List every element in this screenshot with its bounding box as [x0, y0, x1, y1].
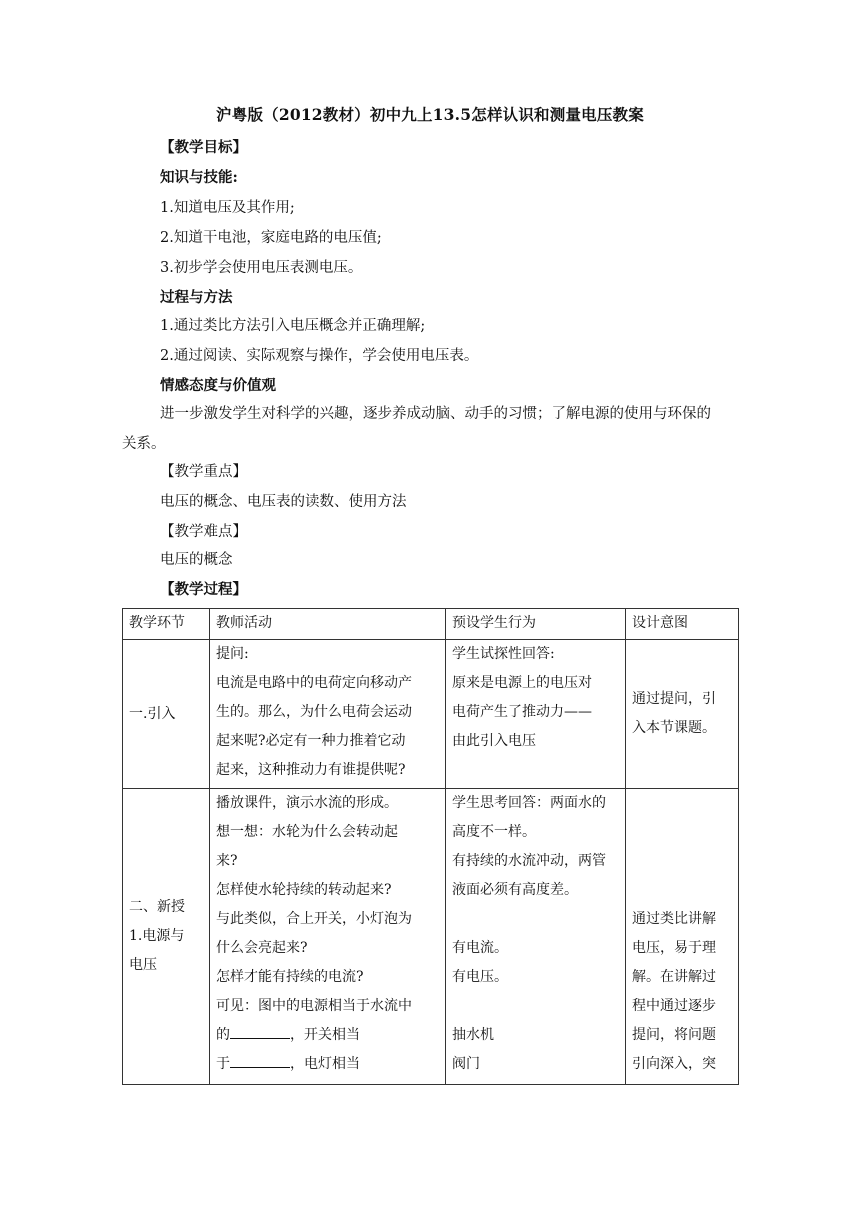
emotion-text: 进一步激发学生对科学的兴趣，逐步养成动脑、动手的习惯；了解电源的使用与环保的	[160, 406, 711, 422]
emotion-heading: 情感态度与价值观	[160, 377, 276, 394]
fill-blank-line	[216, 1021, 439, 1050]
cell-line: 通过提问，引	[632, 691, 716, 707]
key-heading: 【教学重点】	[160, 464, 247, 480]
goals-heading: 【教学目标】	[160, 139, 247, 156]
cell-line: 解。在讲解过	[632, 969, 716, 985]
knowledge-item: 2.知道干电池，家庭电路的电压值;	[160, 230, 382, 246]
knowledge-item: 1.知道电压及其作用;	[160, 200, 295, 216]
cell-line: 阀门	[452, 1056, 480, 1072]
difficulty-heading: 【教学难点】	[160, 524, 247, 540]
cell-line: 想一想：水轮为什么会转动起	[216, 824, 398, 840]
cell-line: 播放课件，演示水流的形成。	[216, 795, 398, 811]
cell-line: 有电压。	[452, 969, 508, 985]
cell-line: 高度不一样。	[452, 824, 536, 840]
cell-text: 的	[216, 1027, 230, 1043]
spacer	[452, 992, 619, 1021]
cell-line: 有持续的水流冲动，两管	[452, 853, 606, 869]
document-title: 沪粤版（2012教材）初中九上13.5怎样认识和测量电压教案	[216, 105, 644, 124]
cell-line: 电流是电路中的电荷定向移动产	[216, 675, 412, 691]
emotion-text-continued: 关系。	[122, 436, 166, 452]
cell-line: 来?	[216, 853, 238, 869]
cell-line: 程中通过逐步	[632, 998, 716, 1014]
cell-line: 起来，这种推动力有谁提供呢?	[216, 762, 406, 778]
cell-line: 可见：图中的电源相当于水流中	[216, 998, 412, 1014]
cell-line: 引向深入，突	[632, 1056, 716, 1072]
cell-line: 1.电源与	[129, 928, 185, 944]
cell-line: 液面必须有高度差。	[452, 882, 578, 898]
cell-line: 生的。那么，为什么电荷会运动	[216, 704, 412, 720]
cell-line: 什么会亮起来?	[216, 940, 308, 956]
cell-line: 与此类似，合上开关，小灯泡为	[216, 911, 412, 927]
header-cell: 教师活动	[210, 609, 446, 640]
blank-underline	[230, 1053, 290, 1068]
teacher-cell	[210, 640, 446, 789]
cell-line: 怎样才能有持续的电流?	[216, 969, 364, 985]
table-row	[123, 640, 739, 789]
teaching-process-table	[122, 608, 739, 1085]
knowledge-item: 3.初步学会使用电压表测电压。	[160, 260, 363, 276]
teacher-cell	[210, 789, 446, 1085]
spacer	[632, 847, 732, 876]
cell-line: 起来呢?必定有一种力推着它动	[216, 733, 406, 749]
header-cell: 教学环节	[123, 609, 210, 640]
cell-line: 原来是电源上的电压对	[452, 675, 592, 691]
cell-line: 入本节课题。	[632, 720, 716, 736]
process-heading: 过程与方法	[160, 289, 233, 306]
header-cell: 预设学生行为	[446, 609, 626, 640]
cell-line: 电荷产生了推动力——	[452, 704, 592, 720]
intent-cell	[626, 789, 739, 1085]
spacer	[632, 789, 732, 818]
student-cell	[446, 640, 626, 789]
cell-line: 学生思考回答：两面水的	[452, 795, 606, 811]
knowledge-heading: 知识与技能:	[160, 169, 238, 186]
spacer	[632, 818, 732, 847]
cell-line: 通过类比讲解	[632, 911, 716, 927]
process-item: 2.通过阅读、实际观察与操作，学会使用电压表。	[160, 348, 479, 364]
cell-line: 学生试探性回答:	[452, 646, 555, 662]
stage-cell: 一.引入	[123, 640, 210, 789]
cell-line: 电压	[129, 957, 157, 973]
table-row	[123, 789, 739, 1085]
spacer	[452, 905, 619, 934]
cell-line: 电压，易于理	[632, 940, 716, 956]
cell-line: 提问，将问题	[632, 1027, 716, 1043]
procedure-heading: 【教学过程】	[160, 581, 247, 598]
cell-line: 怎样使水轮持续的转动起来?	[216, 882, 392, 898]
spacer	[632, 876, 732, 905]
process-item: 1.通过类比方法引入电压概念并正确理解;	[160, 318, 426, 334]
fill-blank-line	[216, 1050, 439, 1079]
blank-underline	[230, 1024, 290, 1039]
cell-text: 于	[216, 1056, 230, 1072]
cell-line: 由此引入电压	[452, 733, 536, 749]
cell-line: 二、新授	[129, 899, 185, 915]
header-cell: 设计意图	[626, 609, 739, 640]
cell-line: 提问:	[216, 646, 249, 662]
cell-text: ，开关相当	[290, 1027, 360, 1043]
difficulty-text: 电压的概念	[160, 552, 233, 568]
cell-line: 有电流。	[452, 940, 508, 956]
table-header-row	[123, 609, 739, 640]
stage-cell	[123, 789, 210, 1085]
student-cell	[446, 789, 626, 1085]
intent-cell	[626, 640, 739, 789]
key-text: 电压的概念、电压表的读数、使用方法	[160, 494, 407, 510]
cell-line: 抽水机	[452, 1027, 494, 1043]
cell-text: ，电灯相当	[290, 1056, 360, 1072]
